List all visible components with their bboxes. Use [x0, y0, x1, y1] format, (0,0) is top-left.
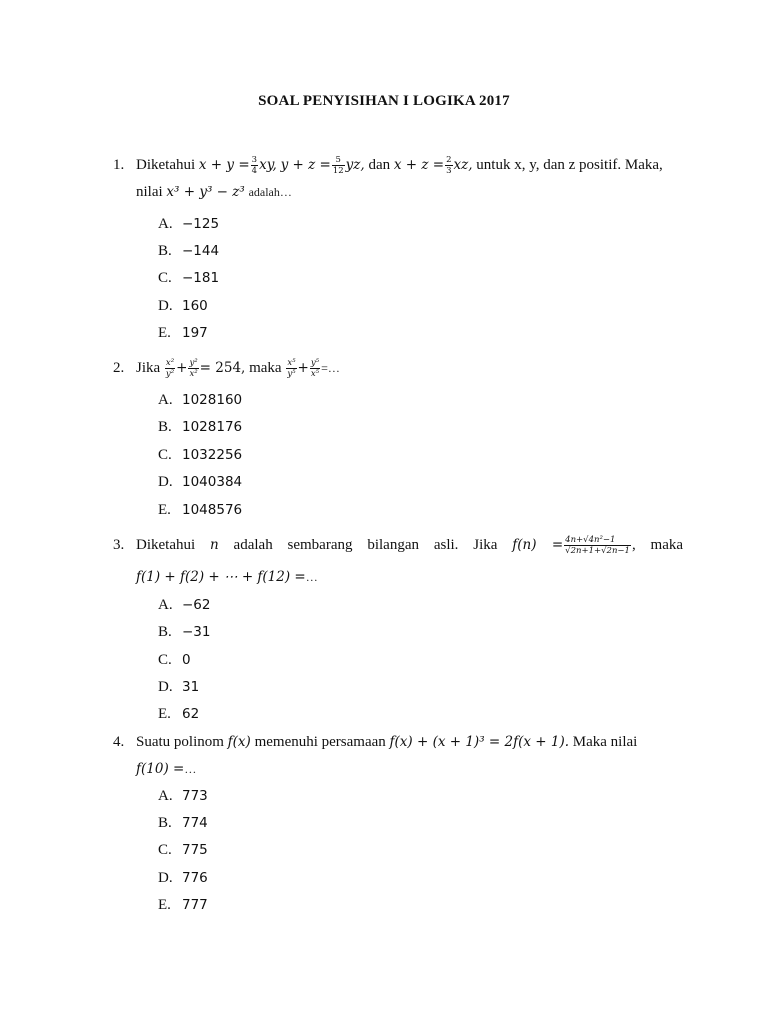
option-a[interactable]: A. 773	[158, 788, 208, 804]
option-c[interactable]: C. 1032256	[158, 447, 243, 463]
option-c[interactable]: C. −181	[158, 270, 220, 286]
option-e[interactable]: E. 197	[158, 325, 208, 341]
question-number: 3.	[113, 537, 125, 553]
page-title: SOAL PENYISIHAN I LOGIKA 2017	[258, 93, 510, 109]
option-e[interactable]: E. 62	[158, 706, 200, 722]
option-e[interactable]: E. 777	[158, 897, 208, 913]
option-d[interactable]: D. 31	[158, 679, 200, 695]
question-text: Suatu polinom f(x) memenuhi persamaan f(x) + (x + 1)³ = 2f(x + 1). Maka nilai f(10) =…	[136, 734, 638, 777]
option-d[interactable]: D. 160	[158, 298, 208, 314]
fraction: $\frac{3}{4}$	[251, 155, 258, 177]
option-e[interactable]: E. 1048576	[158, 502, 243, 518]
fraction: $\frac{2}{3}$	[446, 155, 452, 177]
question-text: Diketahui x + y = $\frac{3}{4}$ xy, y + z = $\frac{5}{12}$ yz, dan x + z = $\frac{2}{3}$ xz, untuk x, y, dan z positif. Maka, nilai x³ + y³ − z³ adalah…	[136, 155, 663, 200]
question-3	[113, 532, 683, 559]
option-b[interactable]: B. −31	[158, 624, 211, 640]
question-number: 4.	[113, 734, 125, 750]
question-text: Diketahui n adalah sembarang bilangan asli. Jika f(n) = $\frac{\text{4n+√4n²−1}}{√2n+1+√2n-1}$ , maka	[136, 535, 684, 557]
question-number: 1.	[113, 157, 125, 173]
question-number: 2.	[113, 360, 125, 376]
option-d[interactable]: D. 776	[158, 870, 208, 886]
question-4	[113, 729, 683, 783]
fraction: $\frac{\text{x⁵}}{\text{y⁵}}$	[287, 358, 296, 380]
option-a[interactable]: A. −125	[158, 216, 220, 232]
option-c[interactable]: C. 0	[158, 652, 191, 668]
question-1	[113, 152, 683, 206]
option-c[interactable]: C. 775	[158, 842, 208, 858]
fraction: $\frac{\text{y⁵}}{\text{x⁵}}$	[310, 358, 320, 380]
question-3-line-2: f(1) + f(2) + ⋯ + f(12) =…	[136, 569, 318, 585]
option-d[interactable]: D. 1040384	[158, 474, 243, 490]
fraction: $\frac{5}{12}$	[332, 155, 344, 177]
question-text: Jika $\frac{\text{x²}}{\text{y²}}$ + $\frac{\text{y²}}{\text{x²}}$ = 254, maka $\frac{\text{x⁵}}{\text{y⁵}}$ + $\frac{\text{y⁵}}{\text{x⁵}}$ =…	[136, 358, 340, 380]
fraction: $\frac{\text{x²}}{\text{y²}}$	[165, 358, 175, 380]
question-2	[113, 355, 683, 382]
option-b[interactable]: B. 774	[158, 815, 208, 831]
option-a[interactable]: A. 1028160	[158, 392, 243, 408]
option-a[interactable]: A. −62	[158, 597, 211, 613]
option-b[interactable]: B. −144	[158, 243, 220, 259]
option-b[interactable]: B. 1028176	[158, 419, 243, 435]
fraction: $\frac{\text{4n+√4n²−1}}{√2n+1+√2n-1}$	[565, 535, 630, 557]
fraction: $\frac{\text{y²}}{\text{x²}}$	[189, 358, 198, 380]
